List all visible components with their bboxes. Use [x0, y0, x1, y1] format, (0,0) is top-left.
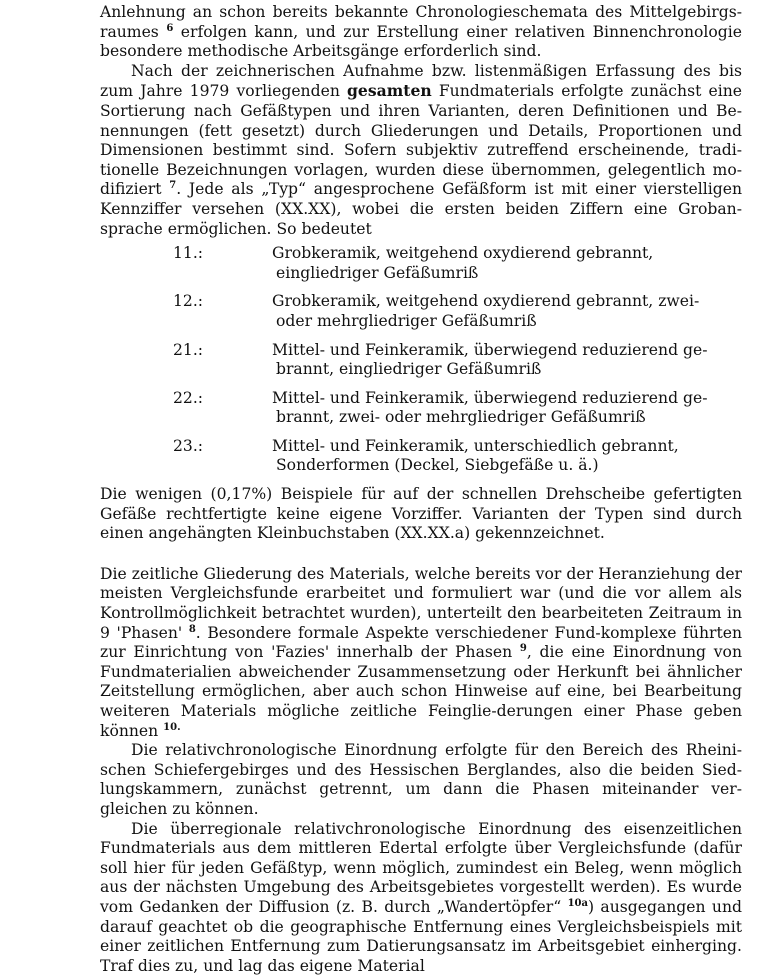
paragraph-6 [100, 820, 742, 976]
text-run: Nach der zeichnerischen Aufnahme bzw. listenmäßigen Erfassung des bis zum Jahre 1979 vorliegenden [100, 61, 742, 101]
list-item-line: Mittel- und Feinkeramik, unterschiedlich gebrannt, [272, 436, 679, 455]
list-item [100, 244, 742, 283]
list-item-line: Mittel- und Feinkeramik, überwiegend reduzierend ge- [272, 388, 708, 407]
list-item-code: 12.: [173, 292, 204, 311]
text-run: . Besondere formale Aspekte verschiedener Fund-komplexe führten zur Einrichtung von 'Fazies' innerhalb der Phasen [100, 623, 742, 662]
list-item [100, 437, 742, 476]
list-item [100, 292, 742, 331]
footnote-ref[interactable]: 7 [169, 180, 177, 192]
list-item-line: brannt, eingliedriger Gefäßumriß [276, 360, 542, 379]
list-item-text [272, 292, 742, 331]
list-item-line: oder mehrgliedriger Gefäßumriß [276, 311, 537, 330]
code-definition-list [100, 244, 742, 476]
paragraph-5: Die relativchronologische Einordnung erfolgte für den Bereich des Rheini-schen Schiefergebirges und des Hessischen Berglandes, also die beiden Sied-lungskammern, zunächst getrennt, um dann die Phasen miteinander ver-gleichen zu können. [100, 741, 742, 818]
text-run: , die eine Einordnung von Fundmaterialien abweichender Zusammensetzung oder Herkunft bei ähnlicher Zeitstellung ermöglichen, aber auch schon Hinweise auf eine, bei Bearbeitung weiteren Materials mögliche zeitliche Feinglie-derungen einer Phase geben können [100, 643, 742, 740]
document-page [100, 3, 742, 976]
list-item [100, 341, 742, 380]
paragraph-3: Die wenigen (0,17%) Beispiele für auf der schnellen Drehscheibe gefertigten Gefäße rechtfertigte keine eigene Vorziffer. Varianten der Typen sind durch einen angehängten Kleinbuchstaben (XX.XX.a) gekennzeichnet. [100, 485, 742, 543]
list-item [100, 389, 742, 428]
list-item-line: Grobkeramik, weitgehend oxydierend gebrannt, zwei- [272, 292, 700, 311]
list-item-line: brannt, zwei- oder mehrgliedriger Gefäßumriß [276, 408, 646, 427]
list-item-line: eingliedriger Gefäßumriß [276, 263, 479, 282]
list-item-text [272, 389, 742, 428]
list-item-line: Mittel- und Feinkeramik, überwiegend reduzierend ge- [272, 340, 708, 359]
footnote-ref[interactable]: 10a [567, 897, 588, 909]
text-run: Die zeitliche Gliederung des Materials, welche bereits vor der Heranziehung der meisten Vergleichsfunde erarbeitet und formuliert war (und die vor allem als Kontrollmöglichkeit betrachtet wurden), unterteilt den bearbeiteten Zeitraum in 9 'Phasen' [100, 564, 742, 642]
list-item-text [272, 437, 742, 476]
paragraph-1 [100, 3, 742, 62]
list-item-line: Grobkeramik, weitgehend oxydierend gebrannt, [272, 244, 654, 263]
paragraph-2 [100, 62, 742, 239]
footnote-ref[interactable]: 10. [163, 721, 181, 733]
list-item-code: 22.: [173, 388, 204, 407]
list-item-code: 23.: [173, 436, 204, 455]
list-item-code: 21.: [173, 340, 204, 359]
list-item-text [272, 244, 742, 283]
list-item-text [272, 341, 742, 380]
text-run: . Jede als „Typ“ angesprochene Gefäßform ist mit einer vierstelligen Kennziffer versehen (XX.XX), wobei die ersten beiden Ziffern eine Groban-sprache ermöglichen. So bedeutet [100, 180, 742, 238]
text-run: ) ausgegangen und darauf geachtet ob die geographische Entfernung eines Vergleichsbeispiels mit einer zeitlichen Entfernung zum Datierungsansatz im Arbeitsgebiet einherging. Traf dies zu, und lag das eigene Material [100, 897, 742, 975]
text-run: erfolgen kann, und zur Erstellung einer relativen Binnenchronologie besondere methodische Arbeitsgänge erforderlich sind. [100, 22, 742, 61]
paragraph-spacer [100, 544, 742, 565]
text-run: Die überregionale relativchronologische Einordnung des eisenzeitlichen Fundmaterials aus dem mittleren Edertal erfolgte über Vergleichsfunde (dafür soll hier für jeden Gefäßtyp, wenn möglich, zumindest ein Beleg, wenn möglich aus der nächsten Umgebung des Arbeitsgebietes vorgestellt werden). Es wurde vom Gedanken der Diffusion (z. B. durch „Wandertöpfer“ [100, 819, 742, 916]
footnote-ref[interactable]: 9 [519, 643, 527, 655]
text-run: Fundmaterials erfolgte zunächst eine Sortierung nach Gefäßtypen und ihren Varianten, deren Definitionen und Be-nennungen (fett gesetzt) durch Gliederungen und Details, Proportionen und Dimensionen bestimmt sind. Sofern subjektiv zutreffend erscheinende, tradi-tionelle Bezeichnungen vorlagen, wurden diese übernommen, gelegentlich mo-difiziert [100, 82, 742, 199]
paragraph-4 [100, 565, 742, 741]
footnote-ref[interactable]: 8 [188, 623, 196, 635]
list-item-code: 11.: [173, 244, 204, 263]
text-run: Anlehnung an schon bereits bekannte Chronologieschemata des Mittelgebirgs-raumes [100, 3, 742, 41]
list-item-line: Sonderformen (Deckel, Siebgefäße u. ä.) [276, 456, 599, 475]
footnote-ref[interactable]: 6 [166, 22, 174, 34]
bold-term: gesamten [347, 81, 432, 101]
